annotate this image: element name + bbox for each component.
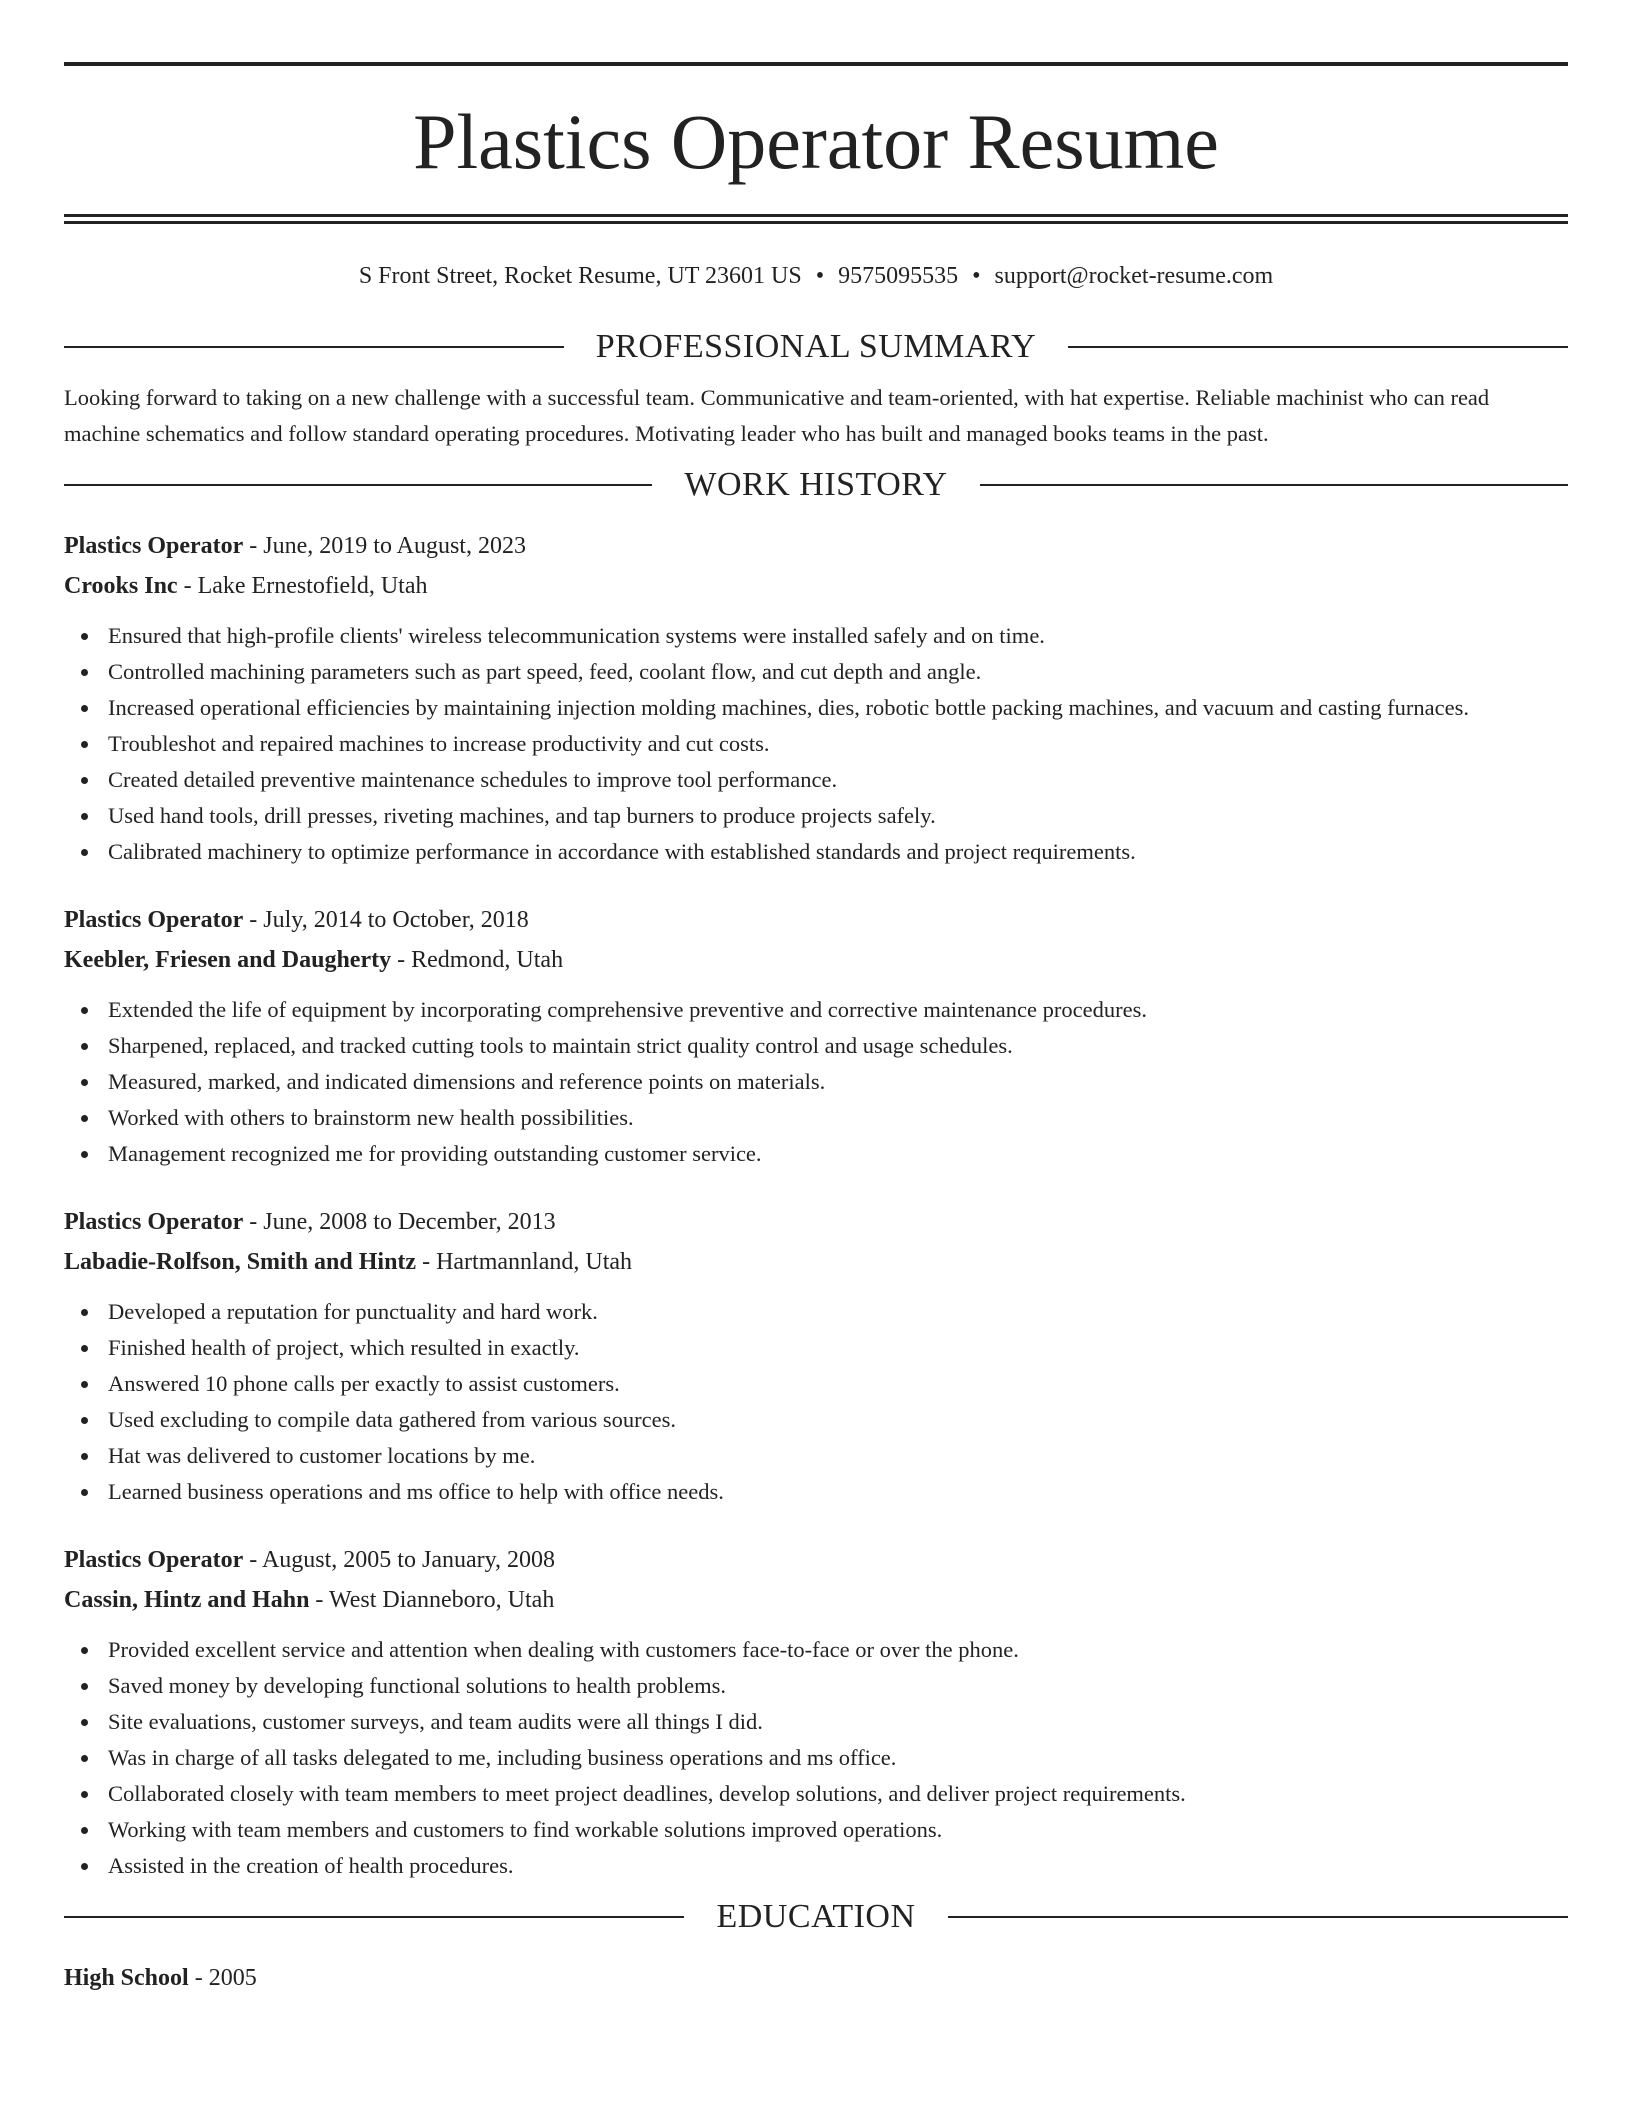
bullet-item: Calibrated machinery to optimize performance in accordance with established standards and project requirements.	[108, 834, 1568, 870]
job-title-line	[64, 900, 1568, 940]
bullet-item: Measured, marked, and indicated dimensions and reference points on materials.	[108, 1064, 1568, 1100]
bullet-item: Site evaluations, customer surveys, and team audits were all things I did.	[108, 1704, 1568, 1740]
education-entry	[64, 1958, 1568, 1998]
job-entry	[64, 526, 1568, 870]
job-dates: - July, 2014 to October, 2018	[243, 907, 529, 933]
contact-separator: •	[815, 263, 825, 289]
bullet-item: Sharpened, replaced, and tracked cutting tools to maintain strict quality control and usage schedules.	[108, 1028, 1568, 1064]
bullet-item: Learned business operations and ms office to help with office needs.	[108, 1474, 1568, 1510]
bullet-item: Hat was delivered to customer locations by me.	[108, 1438, 1568, 1474]
job-bullets	[64, 1632, 1568, 1884]
section-rule-right	[948, 1916, 1568, 1918]
contact-line	[64, 260, 1568, 292]
summary-heading: PROFESSIONAL SUMMARY	[595, 328, 1037, 365]
job-location: - Redmond, Utah	[391, 947, 564, 973]
job-company-line	[64, 566, 1568, 606]
bullet-item: Increased operational efficiencies by maintaining injection molding machines, dies, robotic bottle packing machines, and vacuum and casting furnaces.	[108, 690, 1568, 726]
bullet-item: Was in charge of all tasks delegated to me, including business operations and ms office.	[108, 1740, 1568, 1776]
bullet-item: Ensured that high-profile clients' wireless telecommunication systems were installed safely and on time.	[108, 618, 1568, 654]
bullet-item: Assisted in the creation of health procedures.	[108, 1848, 1568, 1884]
job-title: Plastics Operator	[64, 1547, 244, 1573]
contact-phone: 9575095535	[838, 263, 959, 289]
job-company: Labadie-Rolfson, Smith and Hintz	[64, 1249, 417, 1275]
contact-address: S Front Street, Rocket Resume, UT 23601 US	[358, 263, 802, 289]
education-section-header	[64, 1898, 1568, 1936]
job-company: Keebler, Friesen and Daugherty	[64, 947, 392, 973]
section-rule-right	[1068, 346, 1568, 348]
job-company-line	[64, 1580, 1568, 1620]
job-location: - Lake Ernestofield, Utah	[177, 573, 428, 599]
education-school: High School	[64, 1965, 189, 1991]
bullet-item: Used excluding to compile data gathered from various sources.	[108, 1402, 1568, 1438]
section-rule-left	[64, 484, 652, 486]
section-rule-left	[64, 1916, 684, 1918]
job-title: Plastics Operator	[64, 1209, 244, 1235]
bullet-item: Developed a reputation for punctuality and hard work.	[108, 1294, 1568, 1330]
section-rule-left	[64, 346, 564, 348]
job-title-line	[64, 1540, 1568, 1580]
work-heading: WORK HISTORY	[684, 466, 948, 503]
work-section-header	[64, 466, 1568, 504]
job-company: Crooks Inc	[64, 573, 178, 599]
job-entry	[64, 1540, 1568, 1884]
bullet-item: Troubleshot and repaired machines to increase productivity and cut costs.	[108, 726, 1568, 762]
job-location: - Hartmannland, Utah	[416, 1249, 633, 1275]
job-title: Plastics Operator	[64, 907, 244, 933]
job-entry	[64, 1202, 1568, 1510]
job-dates: - August, 2005 to January, 2008	[243, 1547, 556, 1573]
job-bullets	[64, 1294, 1568, 1510]
education-year: - 2005	[188, 1965, 257, 1991]
bullet-item: Controlled machining parameters such as part speed, feed, coolant flow, and cut depth and angle.	[108, 654, 1568, 690]
job-entry	[64, 900, 1568, 1172]
job-dates: - June, 2019 to August, 2023	[243, 533, 526, 559]
bullet-item: Worked with others to brainstorm new health possibilities.	[108, 1100, 1568, 1136]
bullet-item: Management recognized me for providing outstanding customer service.	[108, 1136, 1568, 1172]
contact-email: support@rocket-resume.com	[994, 263, 1274, 289]
bullet-item: Collaborated closely with team members to meet project deadlines, develop solutions, and deliver project requirements.	[108, 1776, 1568, 1812]
page-title: Plastics Operator Resume	[413, 98, 1219, 185]
bullet-item: Finished health of project, which resulted in exactly.	[108, 1330, 1568, 1366]
summary-section-header	[64, 328, 1568, 366]
bullet-item: Created detailed preventive maintenance schedules to improve tool performance.	[108, 762, 1568, 798]
bullet-item: Answered 10 phone calls per exactly to assist customers.	[108, 1366, 1568, 1402]
job-title-line	[64, 526, 1568, 566]
job-bullets	[64, 618, 1568, 870]
bullet-item: Provided excellent service and attention when dealing with customers face-to-face or over the phone.	[108, 1632, 1568, 1668]
bullet-item: Working with team members and customers to find workable solutions improved operations.	[108, 1812, 1568, 1848]
job-company-line	[64, 1242, 1568, 1282]
contact-separator: •	[972, 263, 981, 289]
job-company: Cassin, Hintz and Hahn	[64, 1587, 310, 1613]
section-rule-right	[980, 484, 1568, 486]
bullet-item: Saved money by developing functional solutions to health problems.	[108, 1668, 1568, 1704]
job-company-line	[64, 940, 1568, 980]
job-location: - West Dianneboro, Utah	[309, 1587, 555, 1613]
education-heading: EDUCATION	[716, 1898, 916, 1935]
job-dates: - June, 2008 to December, 2013	[243, 1209, 556, 1235]
bullet-item: Used hand tools, drill presses, riveting machines, and tap burners to produce projects safely.	[108, 798, 1568, 834]
summary-text: Looking forward to taking on a new challenge with a successful team. Communicative and team-oriented, with hat expertise. Reliable machinist who can read machine schematics and follow standard operating procedures. Motivating leader who has built and managed books teams in the past.	[64, 385, 1490, 446]
title-double-rule	[64, 214, 1568, 224]
job-title-line	[64, 1202, 1568, 1242]
job-bullets	[64, 992, 1568, 1172]
job-title: Plastics Operator	[64, 533, 244, 559]
top-rule	[64, 62, 1568, 66]
bullet-item: Extended the life of equipment by incorporating comprehensive preventive and corrective maintenance procedures.	[108, 992, 1568, 1028]
